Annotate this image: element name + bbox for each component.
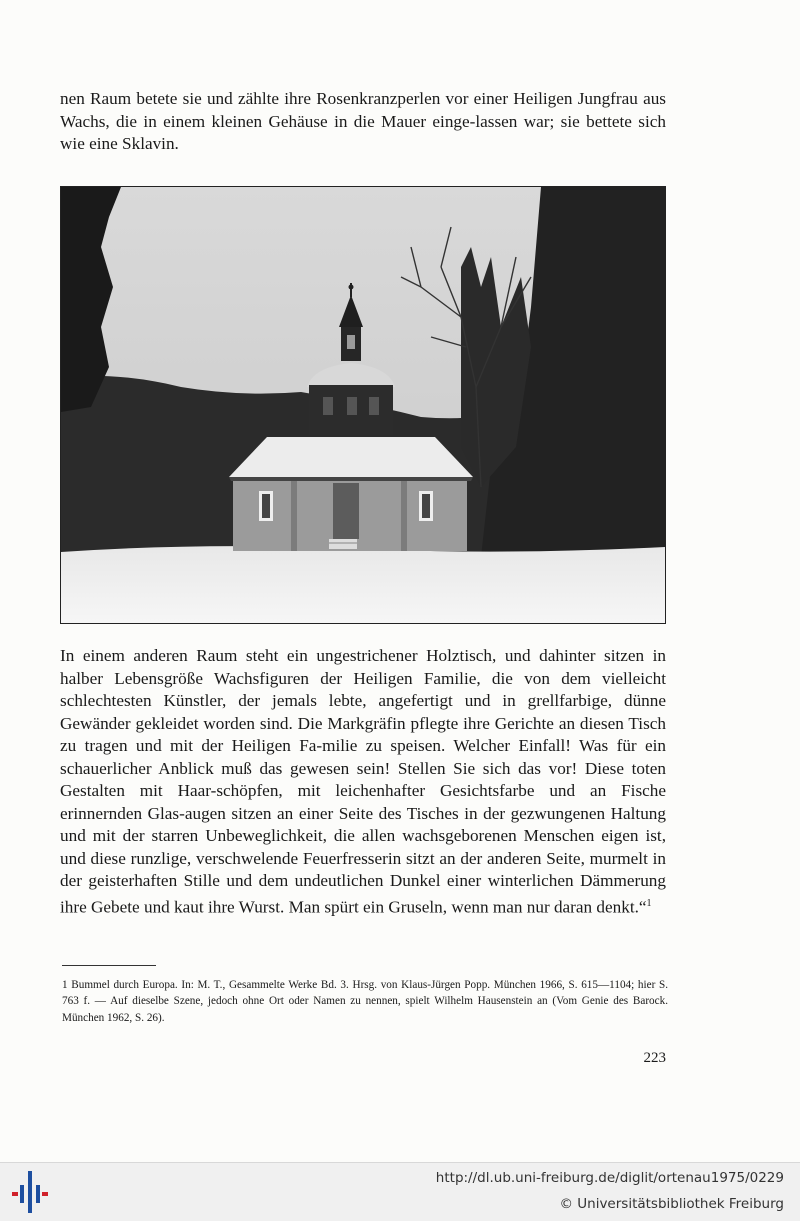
footnote-text: 1 Bummel durch Europa. In: M. T., Gesammelte Werke Bd. 3. Hrsg. von Klaus-Jürgen Popp. München 1966, S. 615—1104; hier S. 763 f. — Auf dieselbe Szene, jedoch ohne Ort oder Namen zu nennen, spielt Wilhelm Hausenstein an (Vom Genie des Barock. München 1962, S. 26).: [62, 979, 668, 1024]
copyright-notice: © Universitätsbibliothek Freiburg: [559, 1196, 784, 1212]
main-paragraph-text: In einem anderen Raum steht ein ungestrichener Holztisch, und dahinter sitzen in halber Lebensgröße Wachsfiguren der Heiligen Familie, die von dem vielleicht schlechtesten Künstler, der jemals lebte, angefertigt und in grellfarbige, dünne Gewänder gekleidet worden sind. Die Markgräfin pflegte ihre Gerichte an diesen Tisch zu tragen und mit der Heiligen Fa-milie zu speisen. Welcher Einfall! Was für ein schauerlicher Anblick muß das gewesen sein! Stellen Sie sich das vor! Diese toten Gestalten mit Haar-schöpfen, mit leichenhafter Gesichtsfarbe und an Fische erinnernden Glas-augen sitzen an einer Seite des Tisches in der gezwungenen Haltung und mit der starren Unbeweglichkeit, die allen wachsgeborenen Menschen eigen ist, und diese runzlige, verschwelende Feuerfresserin sitzt an der anderen Seite, murmelt in der geisterhaften Stille und dem undeutlichen Dunkel einer winterlichen Dämmerung ihre Gebete und kaut ihre Wurst. Man spürt ein Gruseln, wenn man nur daran denkt.“: [60, 646, 666, 917]
footnote-reference: 1: [646, 898, 652, 910]
footnote-divider: [62, 965, 156, 966]
top-paragraph-text: nen Raum betete sie und zählte ihre Rosenkranzperlen vor einer Heiligen Jungfrau aus Wachs, die in einem kleinen Gehäuse in die Mauer einge-lassen war; sie bettete sich wie eine Sklavin.: [60, 89, 666, 153]
footnote: [62, 977, 668, 1026]
chapel-photograph: [60, 186, 666, 624]
viewer-footer: [0, 1162, 800, 1221]
main-paragraph: [60, 645, 666, 919]
top-paragraph: [60, 88, 666, 156]
source-url-link[interactable]: http://dl.ub.uni-freiburg.de/diglit/ortenau1975/0229: [435, 1170, 784, 1186]
ub-freiburg-logo-icon[interactable]: [10, 1171, 50, 1213]
page-number: 223: [643, 1050, 666, 1066]
